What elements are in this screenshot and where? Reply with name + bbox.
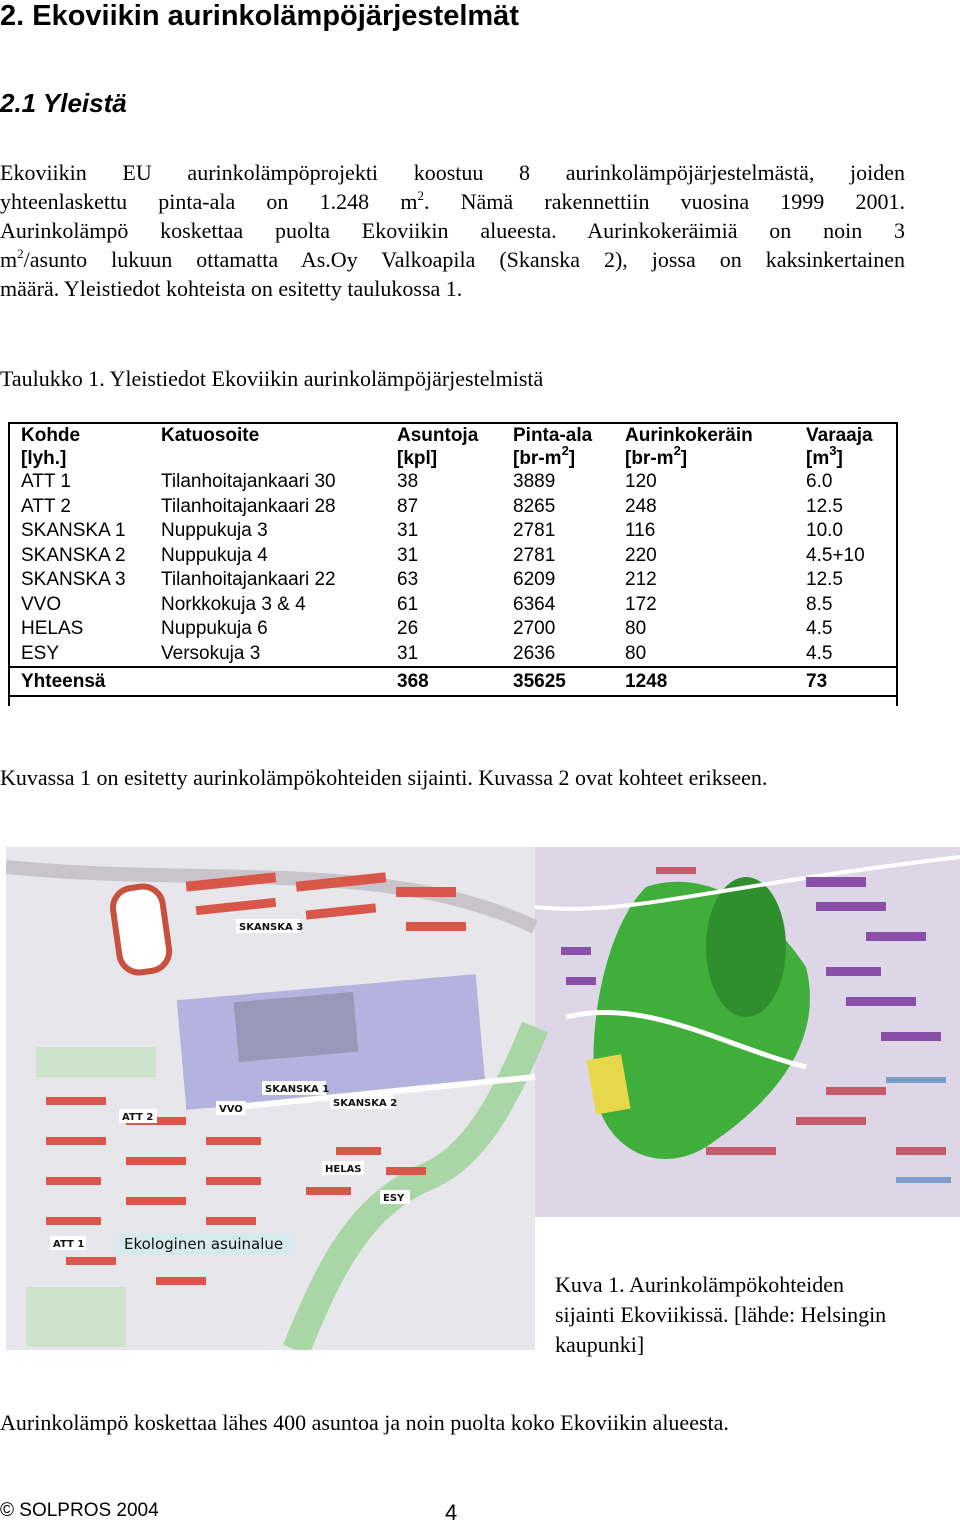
intro-line-3: Aurinkolämpö koskettaa puolta Ekoviikin alueesta. Aurinkokeräimiä on noin 3 [0, 218, 905, 243]
table-row: SKANSKA 2 Nuppukuja 4 31 2781 220 4.5+10 [21, 544, 865, 566]
map-label-esy: ESY [383, 1193, 405, 1204]
map-label-att2: ATT 2 [122, 1112, 154, 1123]
map-label-att1: ATT 1 [53, 1239, 85, 1250]
table-row: VVO Norkkokuja 3 & 4 61 6364 172 8.5 [21, 593, 833, 615]
figure-caption: Kuva 1. Aurinkolämpökohteiden sijainti Ekoviikissä. [lähde: Helsingin kaupunki] [555, 1272, 887, 1357]
header-katuosoite: Katuosoite [161, 425, 260, 446]
table-row: HELAS Nuppukuja 6 26 2700 80 4.5 [21, 618, 833, 639]
map-label-vvo: VVO [219, 1104, 243, 1115]
section-heading: 2. Ekoviikin aurinkolämpöjärjestelmät [0, 0, 519, 32]
map-label-skanska1: SKANSKA 1 [265, 1084, 330, 1095]
map-label-ekologinen: Ekologinen asuinalue [124, 1235, 284, 1253]
map-label-helas: HELAS [325, 1164, 362, 1175]
intro-line-1: Ekoviikin EU aurinkolämpöprojekti koostuu 8 aurinkolämpöjärjestelmästä, joiden [0, 160, 905, 185]
table-row: SKANSKA 3 Tilanhoitajankaari 22 63 6209 212 12.5 [21, 569, 843, 590]
intro-line-4: $m^2$/asunto lukuun ottamatta As.Oy Valkoapila (Skanska 2), jossa on kaksinkertainen [0, 246, 905, 272]
table-header-row [8, 422, 896, 470]
sports-field [110, 884, 171, 975]
closing-paragraph: Aurinkolämpö koskettaa lähes 400 asuntoa ja noin puolta koko Ekoviikin alueesta. [0, 1410, 729, 1435]
page-number: 4 [445, 1500, 458, 1525]
table-row: ESY Versokuja 3 31 2636 80 4.5 [21, 642, 833, 664]
summary-table [8, 422, 896, 697]
header-kohde: Kohde [lyh.] [21, 425, 81, 469]
table-row: ATT 1 Tilanhoitajankaari 30 38 3889 120 6.0 [21, 471, 833, 492]
table-total-row: Yhteensä 368 35625 1248 73 [8, 667, 896, 696]
intro-paragraph [0, 158, 905, 303]
intro-line-5: määrä. Yleistiedot kohteista on esitetty taulukossa 1. [0, 276, 463, 301]
footer-copyright: © SOLPROS 2004 [0, 1500, 159, 1521]
intro-line-2: yhteenlaskettu pinta-ala on 1.248 $m^2$. Nämä rakennettiin vuosina 1999 2001. [0, 188, 905, 214]
table-caption: Taulukko 1. Yleistiedot Ekoviikin aurinkolämpöjärjestelmistä [0, 366, 544, 391]
header-varaaja: Varaaja $[m^3]$ [806, 425, 873, 469]
table-row: ATT 2 Tilanhoitajankaari 28 87 8265 248 12.5 [21, 495, 843, 517]
header-asuntoja: Asuntoja [kpl] [397, 425, 479, 469]
subsection-heading: 2.1 Yleistä [0, 88, 127, 118]
header-pinta-ala: Pinta-ala $[br-m^2]$ [513, 425, 593, 469]
map-label-skanska2: SKANSKA 2 [333, 1098, 398, 1109]
paragraph-figures: Kuvassa 1 on esitetty aurinkolämpökohteiden sijainti. Kuvassa 2 ovat kohteet erikseen. [0, 765, 768, 790]
map-label-skanska3: SKANSKA 3 [239, 922, 304, 933]
table-row: SKANSKA 1 Nuppukuja 3 31 2781 116 10.0 [21, 520, 843, 541]
header-aurinkokerain: Aurinkokeräin $[br-m^2]$ [625, 425, 753, 469]
